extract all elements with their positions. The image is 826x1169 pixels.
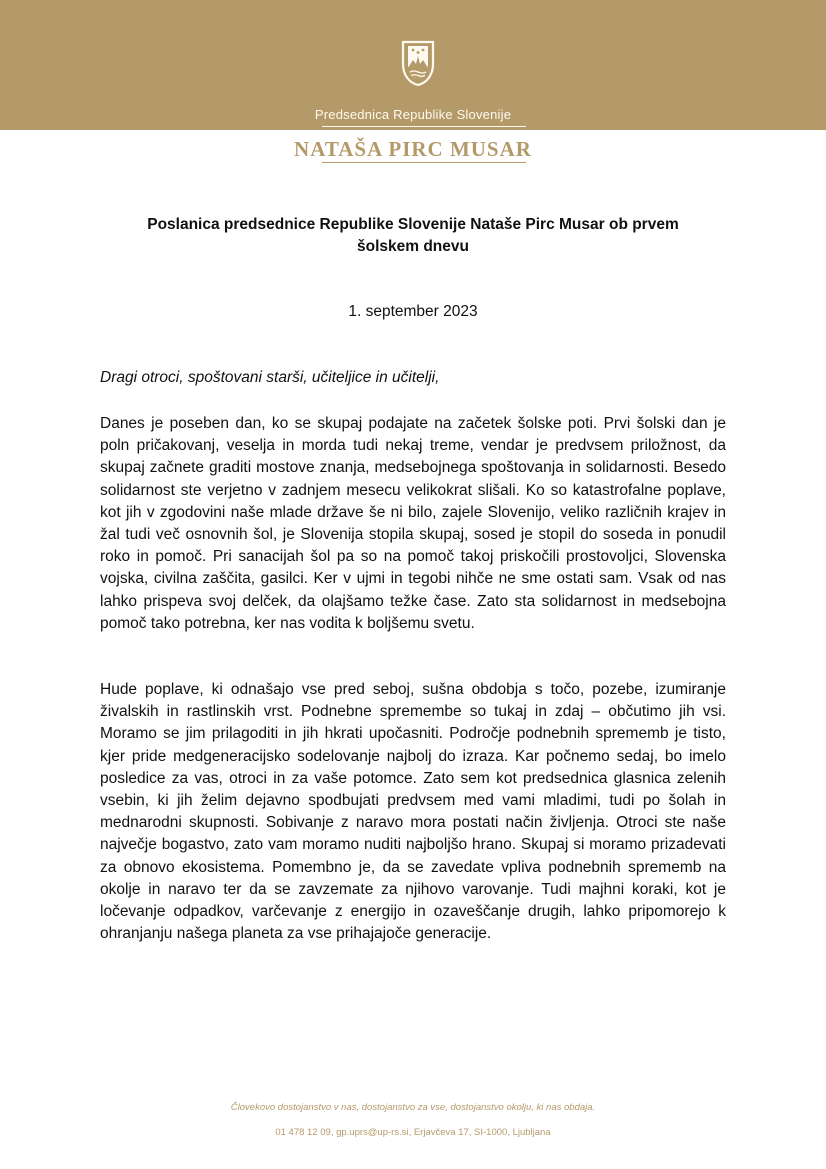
- paragraph: Hude poplave, ki odnašajo vse pred seboj, sušna obdobja s točo, pozebe, izumiranje živalskih in rastlinskih vrst. Podnebne spremembe so tukaj in zdaj – občutimo jih vsi. Moramo se jim prilagoditi in jih hkrati upočasniti. Področje podnebnih sprememb je tisto, kjer pride medgeneracijsko sodelovanje najbolj do izraza. Kar počnemo sedaj, bo imelo posledice za vas, otroci in za vaše potomce. Zato sem kot predsednica glasnica zelenih vsebin, ki jih želim dejavno spodbujati predvsem med vami mladimi, tudi po šolah in mednarodni skupnosti. Sobivanje z naravo mora postati način življenja. Otroci ste naše največje bogastvo, zato vam moramo nuditi najboljšo hrano. Skupaj si moramo prizadevati za obnovo ekosistema. Pomembno je, da se zavedate vpliva podnebnih sprememb na okolje in naravo ter da se zavzemate za njihovo varovanje. Tudi majhni koraki, kot je ločevanje odpadkov, varčevanje z energijo in ozaveščanje drugih, lahko pripomorejo k ohranjanju našega planeta za vse prihajajoče generacije.: [100, 681, 726, 943]
- name-divider: [322, 162, 526, 163]
- president-name: NATAŠA PIRC MUSAR: [294, 137, 532, 161]
- header-banner: [0, 0, 826, 130]
- footer-motto: Človekovo dostojanstvo v nas, dostojanstvo za vse, dostojanstvo okolju, ki nas obdaja.: [230, 1102, 596, 1113]
- header-divider: [322, 126, 526, 127]
- footer-contact: 01 478 12 09, gp.uprs@up-rs.si, Erjavčeva 17, SI-1000, Ljubljana: [275, 1127, 551, 1138]
- document-date: 1. september 2023: [348, 303, 478, 320]
- office-label: Predsednica Republike Slovenije: [314, 107, 512, 122]
- paragraph: Danes je poseben dan, ko se skupaj podajate na začetek šolske poti. Prvi šolski dan je poln pričakovanj, veselja in morda tudi nekaj treme, vendar je predvsem priložnost, da skupaj začnete graditi mostove znanja, medsebojnega spoštovanja in solidarnosti. Besedo solidarnost ste verjetno v zadnjem mesecu velikokrat slišali. Ko so katastrofalne poplave, kot jih v zgodovini naše mlade države še ni bilo, zajele Slovenijo, veliko različnih krajev in žal tudi več osnovnih šol, je Slovenija stopila skupaj, sosed je stopil do soseda in ponudil roko in pomoč. Pri sanacijah šol pa so na pomoč takoj priskočili prostovoljci, Slovenska vojska, civilna zaščita, gasilci. Ker v ujmi in tegobi nihče ne sme ostati sam. Vsak od nas lahko prispeva svoj delček, da olajšamo težke čase. Zato sta solidarnost in medsebojna pomoč tako potrebna, ker nas vodita k boljšemu svetu.: [100, 415, 726, 632]
- salutation: Dragi otroci, spoštovani starši, učiteljice in učitelji,: [100, 369, 440, 386]
- document-title: Poslanica predsednice Republike Slovenije Nataše Pirc Musar ob prvem šolskem dnevu: [147, 216, 679, 255]
- slovenian-coat-of-arms-icon: [400, 38, 436, 86]
